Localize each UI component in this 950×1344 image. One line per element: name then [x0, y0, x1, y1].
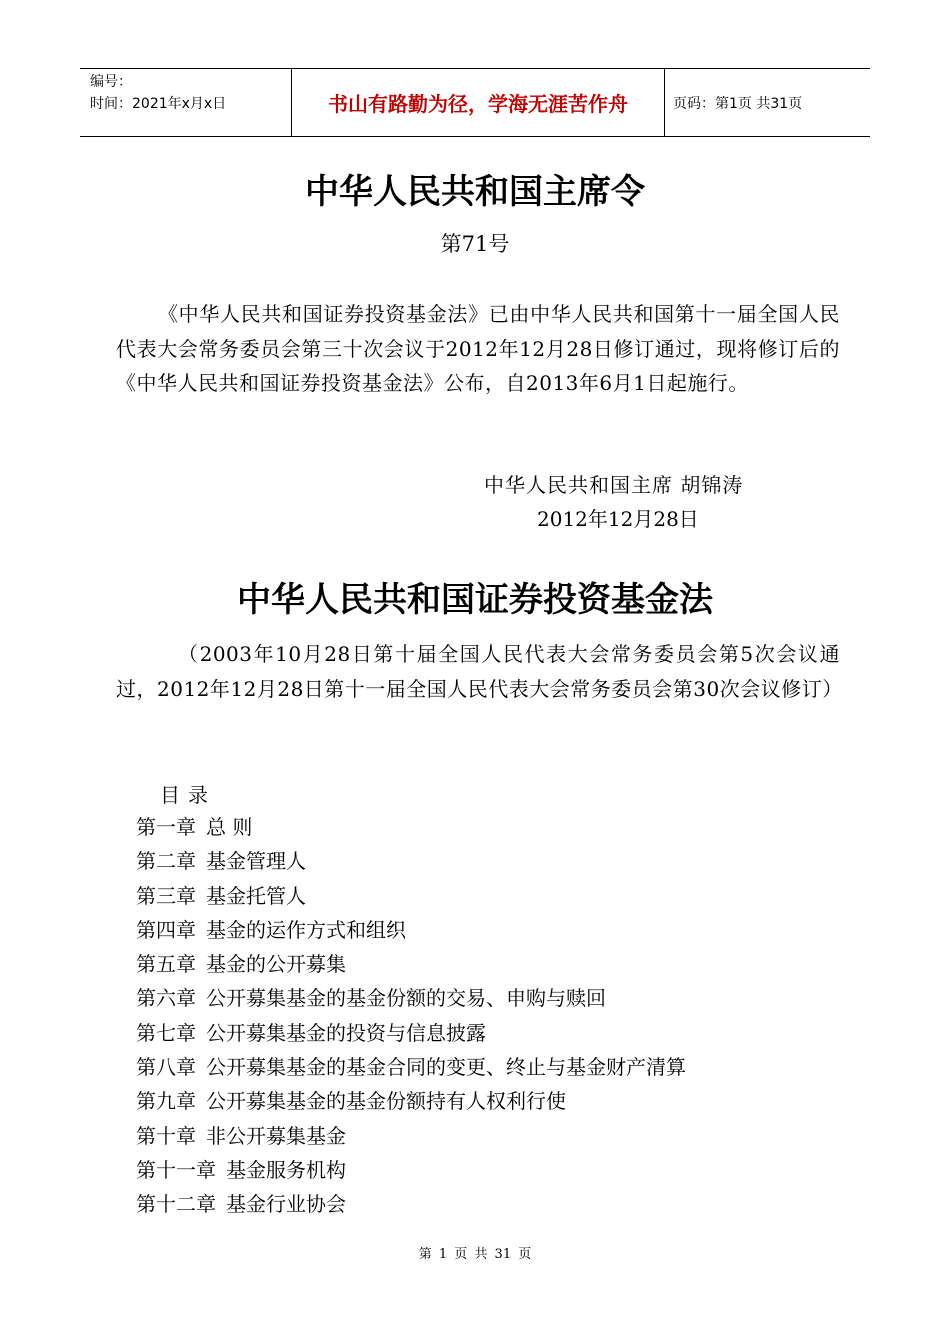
toc-item — [136, 879, 686, 913]
toc-item — [136, 1119, 686, 1153]
order-signature: 中华人民共和国主席 胡锦涛 — [484, 473, 744, 497]
toc-chapter: 第三章 — [136, 883, 196, 908]
toc-item — [136, 1016, 686, 1050]
order-number: 第71号 — [440, 232, 510, 256]
toc-title: 基金管理人 — [206, 849, 306, 874]
page-header — [80, 68, 870, 137]
law-note: （2003年10月28日第十届全国人民代表大会常务委员会第5次会议通过，2012年12月28日第十一届全国人民代表大会常务委员会第30次会议修订） — [116, 642, 843, 701]
toc-title: 基金服务机构 — [226, 1157, 346, 1182]
toc-chapter: 第十一章 — [136, 1157, 216, 1182]
toc-item — [136, 1187, 686, 1221]
toc-chapter: 第五章 — [136, 952, 196, 977]
toc-item — [136, 947, 686, 981]
toc-chapter: 第九章 — [136, 1089, 196, 1114]
header-page-info: 页码：第1页 共31页 — [665, 69, 871, 137]
law-title: 中华人民共和国证券投资基金法 — [237, 580, 713, 620]
toc-item — [136, 1153, 686, 1187]
toc-title: 基金行业协会 — [226, 1192, 346, 1217]
toc-item — [136, 913, 686, 947]
header-date-label: 时间：2021年x月x日 — [90, 96, 227, 112]
toc-title: 基金的公开募集 — [206, 952, 346, 977]
toc-chapter: 第十章 — [136, 1123, 196, 1148]
toc-chapter: 第七章 — [136, 1020, 196, 1045]
header-meta — [80, 69, 292, 137]
toc-chapter: 第二章 — [136, 849, 196, 874]
toc-chapter: 第八章 — [136, 1055, 196, 1080]
page-footer: 第 1 页 共 31 页 — [418, 1247, 532, 1262]
order-body: 《中华人民共和国证券投资基金法》已由中华人民共和国第十一届全国人民代表大会常务委员会第三十次会议于2012年12月28日修订通过，现将修订后的《中华人民共和国证券投资基金法》公布，自2013年6月1日起施行。 — [116, 302, 840, 395]
toc-title: 公开募集基金的基金合同的变更、终止与基金财产清算 — [206, 1055, 686, 1080]
table-of-contents — [136, 810, 686, 1222]
toc-item — [136, 844, 686, 878]
toc-item — [136, 810, 686, 844]
header-motto: 书山有路勤为径，学海无涯苦作舟 — [292, 69, 665, 137]
toc-title: 公开募集基金的投资与信息披露 — [206, 1020, 486, 1045]
toc-chapter: 第一章 — [136, 815, 196, 839]
toc-title: 公开募集基金的基金份额的交易、申购与赎回 — [206, 986, 606, 1011]
toc-title: 总 则 — [206, 815, 253, 839]
header-number-label: 编号： — [90, 74, 132, 90]
toc-title: 公开募集基金的基金份额持有人权利行使 — [206, 1089, 566, 1114]
toc-chapter: 第十二章 — [136, 1192, 216, 1217]
toc-heading: 目录 — [160, 783, 216, 807]
toc-title: 非公开募集基金 — [206, 1123, 346, 1148]
order-date: 2012年12月28日 — [537, 507, 699, 531]
toc-item — [136, 981, 686, 1015]
toc-title: 基金的运作方式和组织 — [206, 917, 406, 942]
toc-chapter: 第四章 — [136, 917, 196, 942]
toc-item — [136, 1050, 686, 1084]
toc-item — [136, 1084, 686, 1118]
toc-title: 基金托管人 — [206, 883, 306, 908]
toc-chapter: 第六章 — [136, 986, 196, 1011]
order-title: 中华人民共和国主席令 — [305, 172, 645, 212]
